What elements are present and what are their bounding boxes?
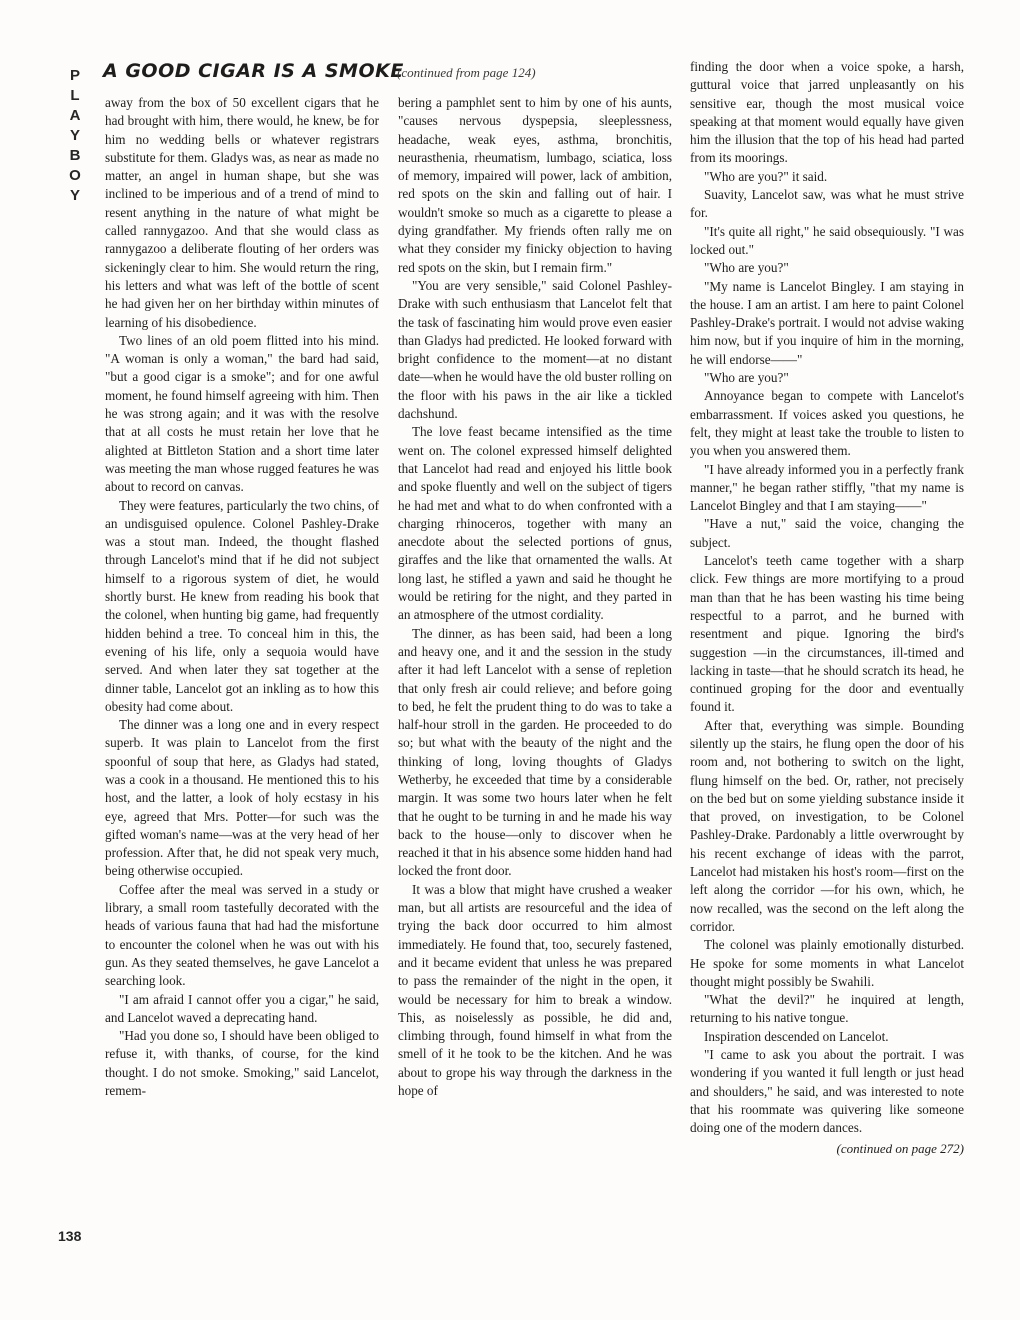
paragraph: "I am afraid I cannot offer you a cigar," he said, and Lancelot waved a deprecating hand. xyxy=(105,991,379,1025)
article-title: A GOOD CIGAR IS A SMOKE xyxy=(103,60,404,82)
logo-letter: B xyxy=(69,147,81,164)
logo-letter: Y xyxy=(69,127,80,144)
paragraph: bering a pamphlet sent to him by one of his aunts, "causes nervous dyspepsia, sleeplessness, headache, weak eyes, asthma, bronchitis, neurasthenia, rheumatism, lumbago, sciatica, loss of memory, impaired will power, lack of ambition, red spots on the skin and falling out of hair. I wouldn't smoke so much as a cigarette to please a dying grandfather. My friends often rally me on what they consider my finicky objection to having red spots on the skin, but I remain firm." xyxy=(398,95,672,275)
logo-letter: Y xyxy=(69,187,80,204)
paragraph: "Who are you?" xyxy=(704,370,789,386)
continued-on-note: (continued on page 272) xyxy=(836,1140,964,1156)
magazine-logo-vertical xyxy=(64,66,86,206)
logo-letter: A xyxy=(69,107,81,124)
paragraph: Inspiration descended on Lancelot. xyxy=(704,1028,889,1044)
paragraph: Annoyance began to compete with Lancelot's embarrassment. If voices asked you questions, he felt, they might at least take the trouble to listen to you when you answered them. xyxy=(690,388,964,459)
paragraph: "You are very sensible," said Colonel Pashley-Drake with such enthusiasm that Lancelot felt that the task of fascinating him would prove even easier than Gladys had predicted. He looked forward with bright confidence to the moment—at no distant date—when he would have the old buster rolling on the floor with his paws in the air like a tickled dachshund. xyxy=(398,277,672,422)
text-column-1 xyxy=(105,94,379,1100)
paragraph: "I have already informed you in a perfectly frank manner," he began rather stiffly, "that my name is Lancelot Bingley and that I am staying——" xyxy=(690,461,964,514)
paragraph: The colonel was plainly emotionally disturbed. He spoke for some moments in what Lancelot thought might possibly be Swahili. xyxy=(690,937,964,989)
paragraph: "What the devil?" he inquired at length, returning to his native tongue. xyxy=(690,992,964,1026)
paragraph: The dinner was a long one and in every respect superb. It was plain to Lancelot from the first spoonful of soup that here, as Gladys had stated, was a cook in a thousand. He mentioned this to his host, and the latter, a look of holy ecstasy in his eye, agreed that Mrs. Potter—for such was the gifted woman's name—was at the very head of her profession. After that, he did not speak very much, being otherwise occupied. xyxy=(105,717,379,879)
paragraph: "It's quite all right," he said obsequiously. "I was locked out." xyxy=(690,223,964,257)
paragraph: After that, everything was simple. Bounding silently up the stairs, he flung open the door of his room and, not bothering to switch on the light, flung himself on the bed. Or, rather, not precisely on the bed but on some yielding substance inside it that proved, on investigation, to be Colonel Pashley-Drake. Pardonably a little overwrought by his recent exchange of ideas with the parrot, Lancelot had mistaken his host's room—first on the left along the corridor —for his own, which, he now recalled, was the second on the left along the corridor. xyxy=(690,717,964,934)
paragraph: "Who are you?" it said. xyxy=(704,168,828,184)
logo-letter: O xyxy=(69,167,81,184)
paragraph: They were features, particularly the two chins, of an undisguised opulence. Colonel Pashley-Drake was a stout man. Indeed, the thought flashed through Lancelot's mind that if he did not subject himself to a rigorous system of diet, he would shortly burst. He knew from reading his book that the colonel, when hunting big game, had frequently hidden behind a tree. To conceal him in this, the evening of his life, only a sequoia would have served. And when later they sat together at the dinner table, Lancelot got an inkling as to how this obesity had come about. xyxy=(105,497,379,714)
paragraph: "My name is Lancelot Bingley. I am staying in the house. I am an artist. I am here to paint Colonel Pashley-Drake's portrait. I would not advise waking him now, but if you inquire of him in the morning, he will endorse——" xyxy=(690,278,964,367)
paragraph: Lancelot's teeth came together with a sharp click. Few things are more mortifying to a proud man than that he has been wasting his time being respectful to a parrot, and he burned with resentment and pique. Ignoring the bird's suggestion —in the circumstances, ill-timed and lacking in taste—that he should scratch its head, he continued groping for the door and eventually found it. xyxy=(690,553,964,715)
logo-letter: L xyxy=(70,87,80,104)
paragraph: Suavity, Lancelot saw, was what he must strive for. xyxy=(690,187,964,221)
continued-from-note: (continued from page 124) xyxy=(397,65,536,80)
paragraph: "Have a nut," said the voice, changing the subject. xyxy=(690,516,964,550)
paragraph: away from the box of 50 excellent cigars that he had brought with him, there would, he knew, be for him no wedding bells or whatever registrars substitute for them. Gladys was, as near as made no matter, an angel in human shape, but she was inclined to be imperious and of a trend of mind to resent anything in the nature of what might be called rannygazoo. And that she would class as rannygazoo a deliberate flouting of her orders was sickeningly clear to him. She would return the ring, his letters and what was left of the bottle of scent he had given her on her birthday within minutes of learning of his disobedience. xyxy=(105,95,379,330)
paragraph: Coffee after the meal was served in a study or library, a small room tastefully decorated with the heads of various fauna that had had the misfortune to encounter the colonel when he was out with his gun. As they seated themselves, he gave Lancelot a searching look. xyxy=(105,881,379,989)
paragraph: "Had you done so, I should have been obliged to refuse it, with thanks, of course, for the kind thought. I do not smoke. Smoking," said Lancelot, remem- xyxy=(105,1028,379,1099)
paragraph: The love feast became intensified as the time went on. The colonel expressed himself delighted that Lancelot had read and enjoyed his little book and spoke fluently and well on the subject of tigers he had met and what to do when confronted with a charging rhinoceros, together with many an anecdote about the selected portions of gnus, giraffes and the like that ornamented the walls. At long last, he stifled a yawn and said he thought he would be retiring for the night, and they parted in an atmosphere of the utmost cordiality. xyxy=(398,424,672,623)
paragraph: Two lines of an old poem flitted into his mind. "A woman is only a woman," the bard had said, "but a good cigar is a smoke"; and for one awful moment, he found himself agreeing with him. Then he was strong again; and it was with the resolve that at all costs he must retain her love that he alighted at Bittleton Station and a short time later was meeting the man whose rugged features he was about to record on canvas. xyxy=(105,332,379,495)
paragraph: finding the door when a voice spoke, a harsh, guttural voice that jarred unpleasantly on his sensitive ear, though the most musical voice speaking at that moment would equally have given him the illusion that the top of his head had parted from its moorings. xyxy=(690,59,964,166)
paragraph: "I came to ask you about the portrait. I was wondering if you wanted it full length or just head and shoulders," he said, and was interested to note that his roommate was quivering like someone doing one of the modern dances. xyxy=(690,1047,964,1136)
logo-letter: P xyxy=(69,67,80,84)
page-number: 138 xyxy=(58,1228,82,1244)
paragraph: The dinner, as has been said, had been a long and heavy one, and it and the session in the study after it had left Lancelot with a sense of repletion that only fresh air could relieve; and before going to bed, he felt the prudent thing to do was to take a half-hour stroll in the garden. He proceeded to do so; but what with the beauty of the night and the thinking of long, loving thoughts of Gladys Wetherby, he exceeded that time by a considerable margin. It was some two hours later when he felt that he ought to be turning in and he made his way back to the house—only to discover when he reached it that in his absence some hidden hand had locked the front door. xyxy=(398,625,672,879)
text-column-3 xyxy=(690,58,964,1158)
paragraph: It was a blow that might have crushed a weaker man, but all artists are resourceful and the idea of trying the back door occurred to him almost immediately. He found that, too, securely fastened, and it became evident that unless he was prepared to pass the remainder of the night in the open, it would be necessary for him to break a window. This, as noiselessly as possible, he did and, climbing through, found himself in what from the smell of it he took to be the kitchen. And he was about to grope his way through the darkness in the hope of xyxy=(398,881,672,1099)
paragraph: "Who are you?" xyxy=(704,260,789,276)
text-column-2 xyxy=(398,94,672,1100)
